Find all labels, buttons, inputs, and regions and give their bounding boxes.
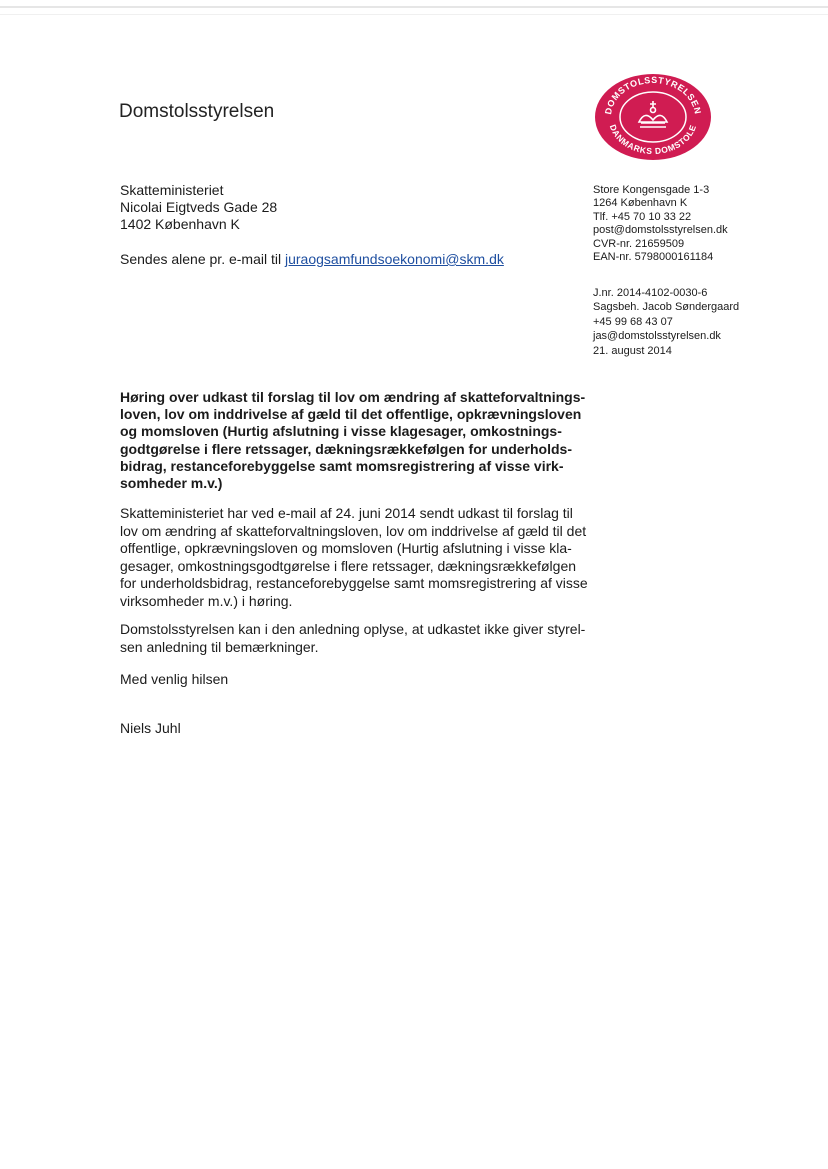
subject-line: Høring over udkast til forslag til lov om ændring af skatteforvaltnings- [120, 389, 586, 405]
subject-line: somheder m.v.) [120, 475, 223, 492]
case-line: 21. august 2014 [593, 344, 672, 357]
recipient-email-link[interactable]: juraogsamfundsoekonomi@skm.dk [284, 251, 504, 267]
subject-heading [120, 389, 610, 492]
svg-text:DANMARKS DOMSTOLE: DANMARKS DOMSTOLE [607, 123, 699, 157]
sender-line: Store Kongensgade 1-3 [593, 184, 710, 196]
subject-line: bidrag, restanceforebyggelse samt momsregistrering af visse virk- [120, 457, 564, 474]
sender-line: Tlf. +45 70 10 33 22 [593, 210, 692, 223]
sender-line: post@domstolsstyrelsen.dk [593, 224, 728, 237]
sender-line: CVR-nr. 21659509 [593, 237, 685, 250]
organization-name: Domstolsstyrelsen [119, 101, 275, 122]
case-info-block [593, 286, 739, 358]
body-line: offentlige, opkrævningsloven og momsloven (Hurtig afslutning i visse kla- [120, 540, 572, 557]
sender-line: 1264 København K [593, 197, 688, 210]
closing-greeting: Med venlig hilsen [120, 671, 229, 687]
recipient-address [120, 182, 277, 233]
subject-line: loven, lov om inddrivelse af gæld til det offentlige, opkrævningsloven [120, 406, 582, 423]
body-line: gesager, omkostningsgodtgørelse i flere retssager, dækningsrækkefølgen [120, 557, 577, 574]
subject-line: godtgørelse i flere retssager, dækningsrækkefølgen for underholds- [120, 440, 572, 457]
delivery-prefix: Sendes alene pr. e-mail til [120, 251, 285, 267]
case-line: J.nr. 2014-4102-0030-6 [593, 287, 708, 299]
recipient-line: Skatteministeriet [120, 182, 224, 198]
body-paragraph [120, 621, 585, 656]
delivery-note [120, 251, 504, 267]
domstolsstyrelsen-seal-logo [593, 73, 713, 161]
body-paragraph [120, 505, 588, 611]
case-line: jas@domstolsstyrelsen.dk [593, 330, 721, 343]
recipient-line: Nicolai Eigtveds Gade 28 [120, 199, 278, 215]
sender-contact-block [593, 184, 728, 264]
subject-line: og momsloven (Hurtig afslutning i visse klagesager, omkostnings- [120, 423, 562, 440]
body-line: lov om ændring af skatteforvaltningsloven, lov om inddrivelse af gæld til det [120, 522, 587, 539]
scan-edge-line [0, 14, 828, 15]
case-line: Sagsbeh. Jacob Søndergaard [593, 301, 740, 314]
body-line: Skatteministeriet har ved e-mail af 24. juni 2014 sendt udkast til forslag til [120, 505, 573, 521]
scan-edge-line [0, 6, 828, 8]
sender-line: EAN-nr. 5798000161184 [593, 251, 714, 264]
body-line: Domstolsstyrelsen kan i den anledning oplyse, at udkastet ikke giver styrel- [120, 621, 586, 637]
body-line: virksomheder m.v.) i høring. [120, 592, 293, 609]
body-line: for underholdsbidrag, restanceforebyggelse samt momsregistrering af visse [120, 575, 588, 592]
signer-name: Niels Juhl [120, 720, 181, 736]
recipient-line: 1402 København K [120, 216, 240, 232]
svg-text:DOMSTOLSSTYRELSEN: DOMSTOLSSTYRELSEN [603, 74, 703, 116]
body-line: sen anledning til bemærkninger. [120, 638, 319, 655]
case-line: +45 99 68 43 07 [593, 315, 673, 328]
